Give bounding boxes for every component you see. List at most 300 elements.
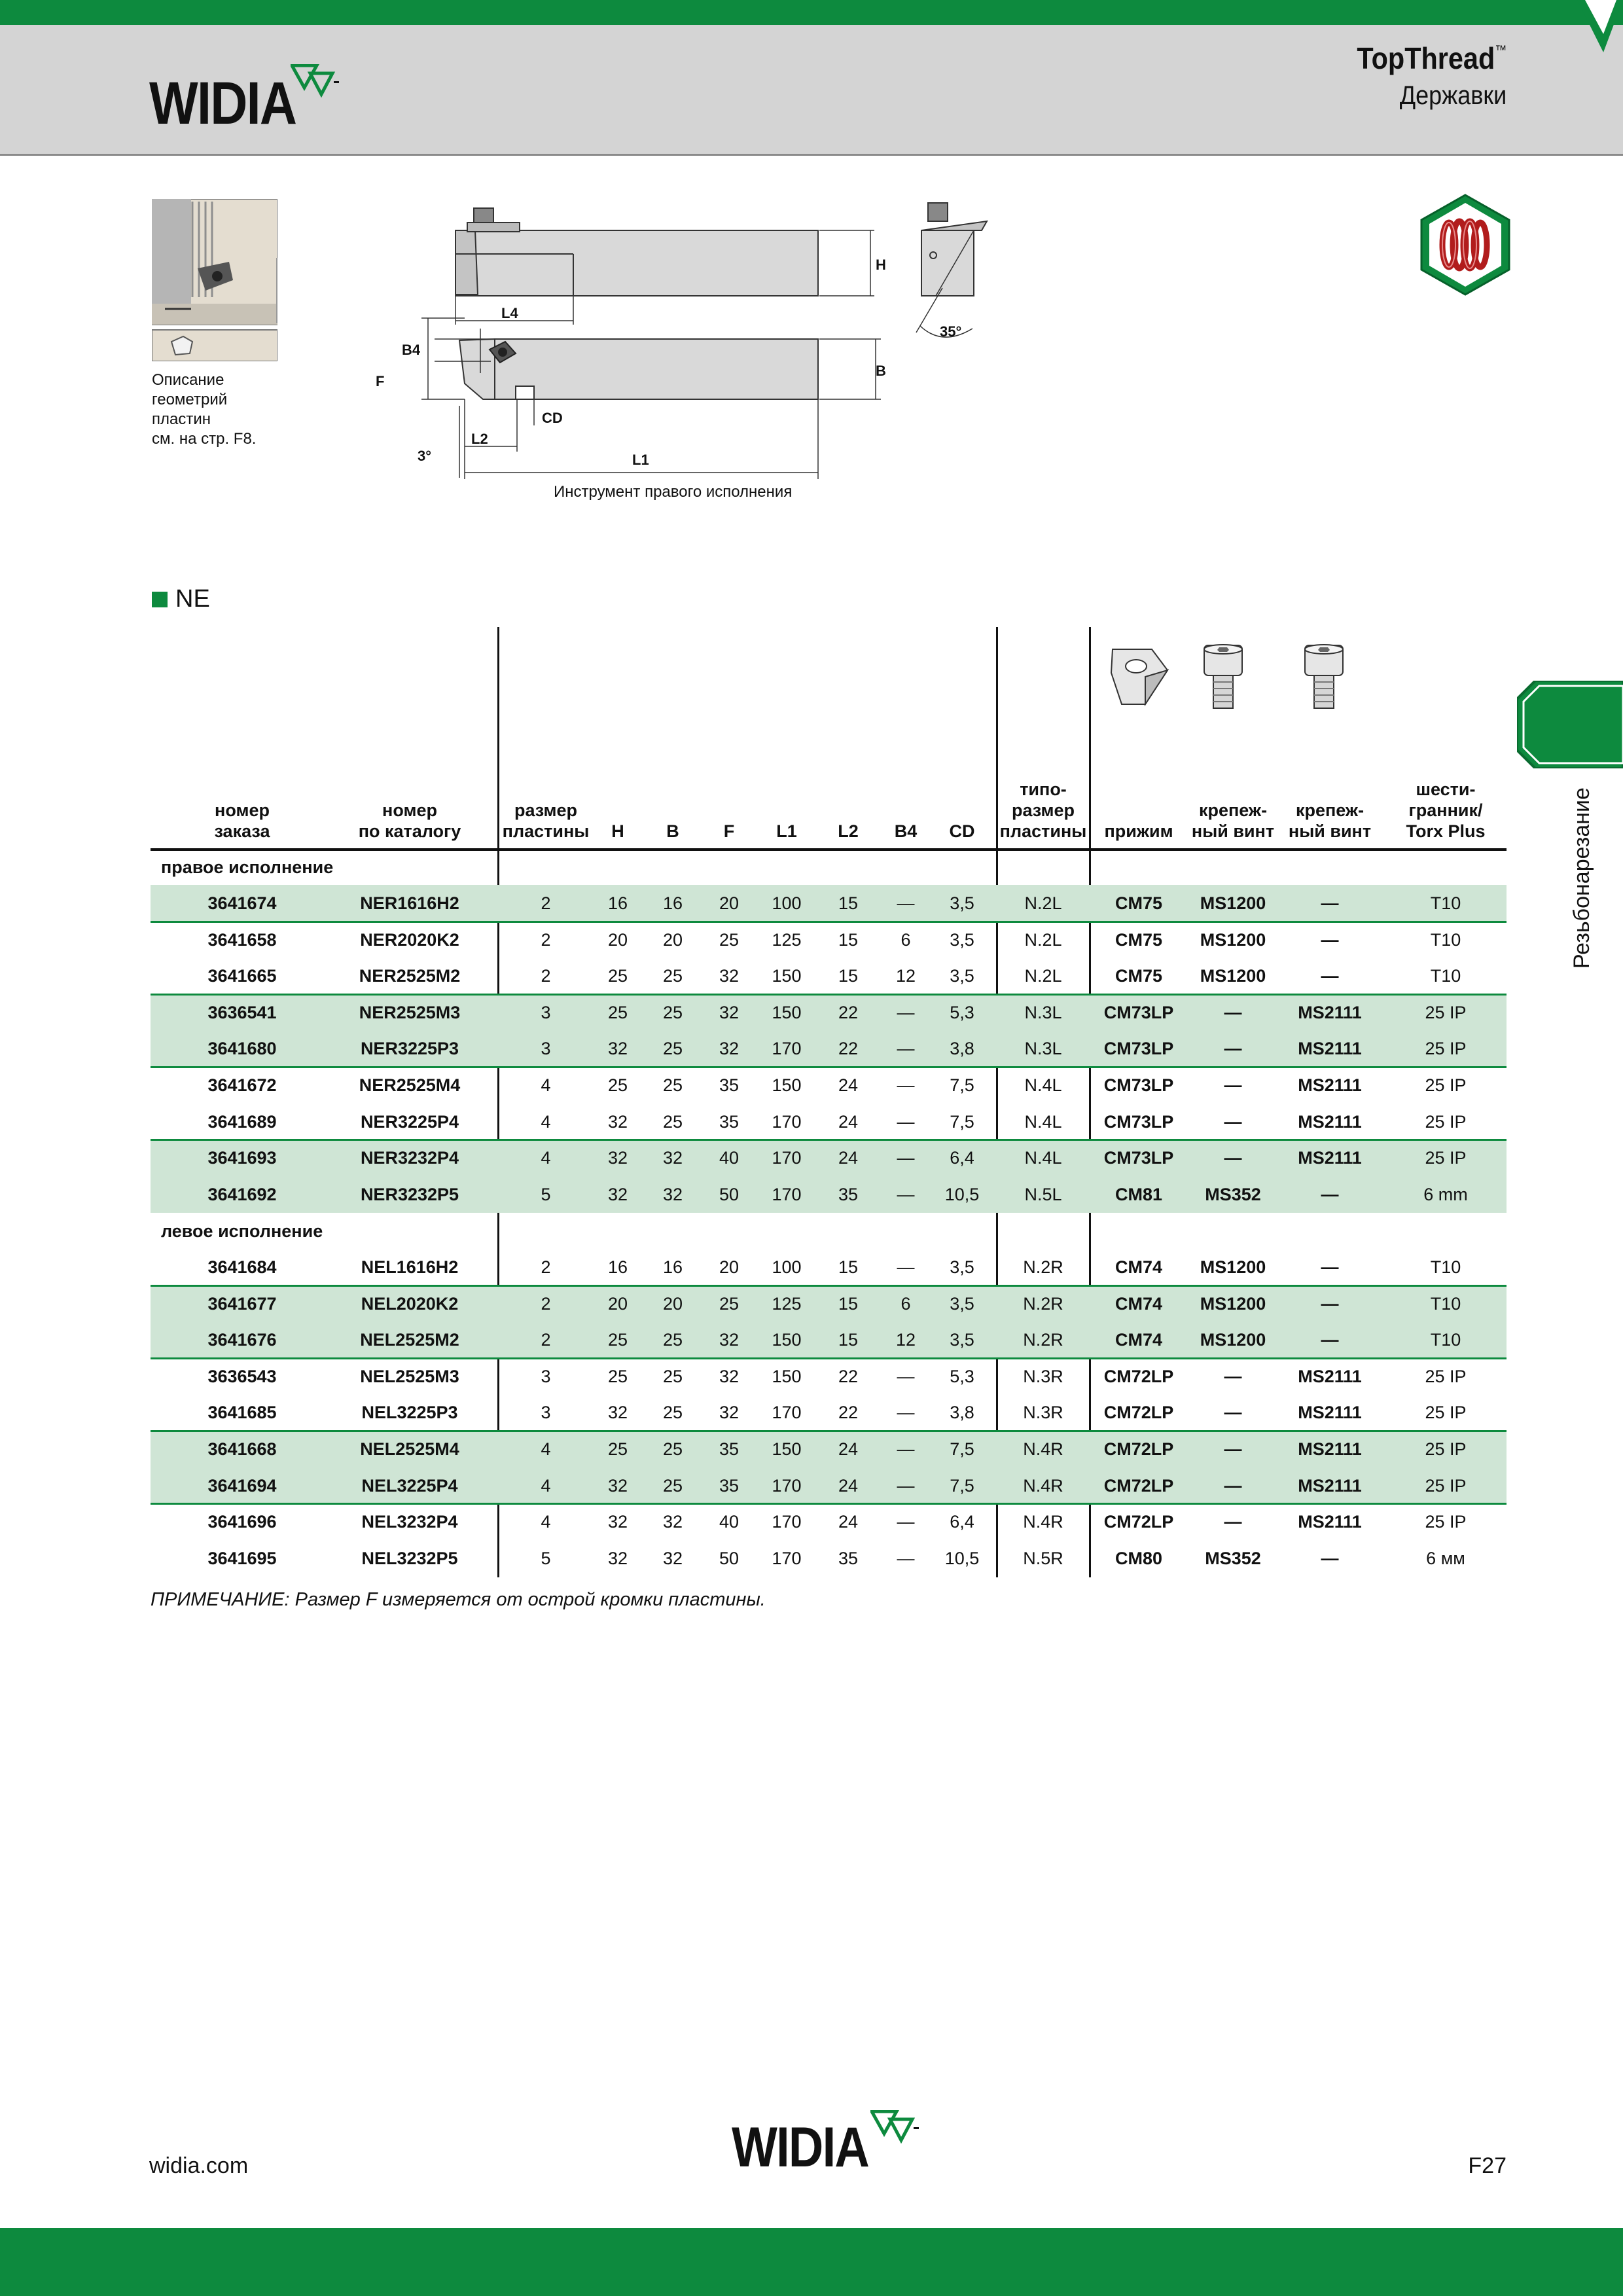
- table-cell: CM74: [1115, 1257, 1163, 1277]
- side-section-label: Резьбонарезание: [1569, 787, 1594, 969]
- side-tab-shape: [1517, 681, 1623, 768]
- table-cell: 3641684: [207, 1257, 277, 1277]
- table-cell: 16: [662, 893, 683, 913]
- dim-angle-3: 3°: [418, 448, 432, 464]
- table-cell: 10,5: [944, 1184, 980, 1204]
- header-line: по каталогу: [358, 821, 461, 841]
- table-cell: —: [897, 1403, 915, 1423]
- table-cell: 25: [607, 966, 628, 986]
- table-cell: —: [897, 1439, 915, 1459]
- table-cell: 22: [838, 1002, 859, 1022]
- table-cell: 3641674: [207, 893, 277, 913]
- table-cell: 32: [662, 1548, 683, 1568]
- table-cell: 25: [719, 1293, 740, 1314]
- table-cell: MS1200: [1200, 966, 1266, 986]
- table-cell: 3641689: [207, 1111, 277, 1132]
- table-cell: MS2111: [1298, 1512, 1362, 1532]
- table-row: [151, 922, 1507, 958]
- table-cell: 32: [662, 1148, 683, 1168]
- table-cell: NER2525M2: [359, 966, 461, 986]
- table-cell: 25 IP: [1425, 1512, 1467, 1532]
- table-cell: N.5L: [1024, 1184, 1062, 1204]
- table-cell: 25: [607, 1366, 628, 1386]
- row-divider: [151, 1430, 1507, 1432]
- table-cell: 25 IP: [1425, 1111, 1467, 1132]
- caption-line: пластин: [152, 410, 211, 428]
- table-cell: 16: [607, 1257, 628, 1277]
- table-cell: N.4R: [1023, 1475, 1063, 1496]
- table-cell: 25: [662, 1111, 683, 1132]
- table-cell: 32: [607, 1039, 628, 1059]
- dim-angle-35: 35°: [940, 323, 962, 340]
- table-cell: 3,5: [950, 966, 974, 986]
- table-cell: T10: [1430, 1330, 1461, 1350]
- table-cell: 3641672: [207, 1075, 277, 1095]
- table-cell: 2: [541, 929, 551, 950]
- table-cell: 3641694: [207, 1475, 277, 1496]
- table-cell: 25: [662, 1475, 683, 1496]
- table-cell: N.3L: [1024, 1039, 1062, 1059]
- table-cell: 3,5: [950, 929, 974, 950]
- table-cell: —: [1321, 1548, 1339, 1568]
- header-line: ный винт: [1191, 821, 1275, 841]
- table-cell: T10: [1430, 929, 1461, 950]
- table-cell: 6 мм: [1426, 1548, 1465, 1568]
- footnote: ПРИМЕЧАНИЕ: Размер F измеряется от острой кромки пластины.: [151, 1589, 766, 1610]
- table-cell: 15: [838, 1330, 859, 1350]
- table-row: [151, 1139, 1507, 1176]
- header-line: шести-: [1416, 780, 1476, 799]
- table-cell: CM72LP: [1103, 1439, 1174, 1459]
- section-heading: [152, 585, 210, 613]
- clamp-icon: [1106, 644, 1174, 707]
- table-cell: —: [1321, 929, 1339, 950]
- table-cell: 100: [772, 893, 802, 913]
- table-cell: —: [1321, 1184, 1339, 1204]
- table-cell: 3: [541, 1039, 551, 1059]
- brand-wordmark: WIDIA: [149, 70, 296, 137]
- table-cell: CM74: [1115, 1330, 1163, 1350]
- header-line: размер: [1011, 800, 1075, 820]
- table-cell: N.5R: [1023, 1548, 1063, 1568]
- table-cell: 25: [662, 966, 683, 986]
- table-cell: 32: [607, 1148, 628, 1168]
- section-marker: [152, 592, 168, 607]
- table-cell: 3641676: [207, 1330, 277, 1350]
- table-cell: 2: [541, 893, 551, 913]
- table-cell: NER2020K2: [360, 929, 459, 950]
- table-cell: NER3225P3: [360, 1039, 459, 1059]
- table-cell: T10: [1430, 1257, 1461, 1277]
- table-cell: MS1200: [1200, 929, 1266, 950]
- table-cell: 22: [838, 1039, 859, 1059]
- threading-category-icon: [1419, 194, 1512, 296]
- table-cell: 24: [838, 1111, 859, 1132]
- table-cell: 3,5: [950, 893, 974, 913]
- table-cell: NER1616H2: [360, 893, 459, 913]
- table-cell: CM73LP: [1103, 1075, 1174, 1095]
- table-cell: 3641695: [207, 1548, 277, 1568]
- table-cell: 24: [838, 1475, 859, 1496]
- table-cell: 7,5: [950, 1475, 974, 1496]
- drawing-caption: Инструмент правого исполнения: [554, 483, 793, 501]
- table-cell: 150: [772, 966, 802, 986]
- table-cell: N.2R: [1023, 1257, 1063, 1277]
- table-cell: 35: [719, 1475, 740, 1496]
- table-cell: NER2525M3: [359, 1002, 461, 1022]
- table-cell: 25 IP: [1425, 1039, 1467, 1059]
- table-cell: —: [897, 1475, 915, 1496]
- table-cell: NER3232P4: [360, 1148, 459, 1168]
- table-cell: 170: [772, 1148, 802, 1168]
- product-title-text: TopThread: [1357, 41, 1495, 75]
- table-cell: 32: [719, 1002, 740, 1022]
- table-cell: 20: [607, 1293, 628, 1314]
- row-divider: [151, 1139, 1507, 1141]
- table-cell: 20: [662, 929, 683, 950]
- table-cell: 150: [772, 1075, 802, 1095]
- table-cell: 170: [772, 1184, 802, 1204]
- table-cell: —: [1321, 1257, 1339, 1277]
- table-cell: N.2L: [1024, 966, 1062, 986]
- table-cell: 5,3: [950, 1002, 974, 1022]
- table-cell: —: [1224, 1475, 1242, 1496]
- header-line: крепеж-: [1295, 800, 1364, 820]
- table-cell: 25: [662, 1403, 683, 1423]
- table-cell: 25: [607, 1002, 628, 1022]
- header-line: типо-: [1020, 780, 1067, 799]
- table-row: [151, 1394, 1507, 1431]
- row-divider: [151, 921, 1507, 923]
- insert-photo: [152, 199, 277, 361]
- table-cell: 3641693: [207, 1148, 277, 1168]
- table-cell: —: [1224, 1439, 1242, 1459]
- table-cell: —: [1224, 1403, 1242, 1423]
- table-cell: MS1200: [1200, 1257, 1266, 1277]
- table-cell: 3,5: [950, 1330, 974, 1350]
- table-cell: 35: [719, 1439, 740, 1459]
- table-cell: 15: [838, 929, 859, 950]
- table-cell: 3,8: [950, 1403, 974, 1423]
- table-cell: 3641677: [207, 1293, 277, 1314]
- toolholder-drawing: [366, 190, 1008, 504]
- table-cell: MS2111: [1298, 1148, 1362, 1168]
- table-cell: 2: [541, 1257, 551, 1277]
- table-cell: 170: [772, 1475, 802, 1496]
- table-cell: CM73LP: [1103, 1111, 1174, 1132]
- header-order-number: [177, 800, 308, 842]
- header-clamp-screw: [1187, 800, 1279, 842]
- top-stripe: [0, 0, 1623, 25]
- table-row: [151, 1249, 1507, 1285]
- table-cell: —: [897, 1075, 915, 1095]
- row-divider: [151, 1285, 1507, 1287]
- footer-logo: [732, 2116, 891, 2179]
- table-cell: —: [1321, 966, 1339, 986]
- dim-cd: CD: [542, 410, 563, 426]
- table-row: [151, 1176, 1507, 1213]
- table-cell: 170: [772, 1111, 802, 1132]
- table-cell: MS352: [1205, 1548, 1261, 1568]
- row-divider: [151, 1503, 1507, 1505]
- table-cell: 3,5: [950, 1293, 974, 1314]
- dim-l4: L4: [501, 305, 518, 321]
- table-cell: 24: [838, 1075, 859, 1095]
- table-cell: 3,8: [950, 1039, 974, 1059]
- table-cell: —: [1224, 1039, 1242, 1059]
- table-cell: 3,5: [950, 1257, 974, 1277]
- table-cell: —: [897, 893, 915, 913]
- table-cell: 15: [838, 966, 859, 986]
- table-cell: NEL3232P5: [361, 1548, 458, 1568]
- table-cell: 50: [719, 1548, 740, 1568]
- table-cell: N.3R: [1023, 1403, 1063, 1423]
- table-cell: 24: [838, 1148, 859, 1168]
- table-cell: N.4L: [1024, 1111, 1062, 1132]
- table-cell: 32: [607, 1403, 628, 1423]
- table-cell: 7,5: [950, 1111, 974, 1132]
- table-cell: 35: [838, 1184, 859, 1204]
- table-cell: MS2111: [1298, 1075, 1362, 1095]
- table-cell: —: [1321, 1293, 1339, 1314]
- header-line: номер: [215, 800, 270, 820]
- header-cd: CD: [949, 821, 975, 841]
- table-cell: CM72LP: [1103, 1475, 1174, 1496]
- table-cell: 3641665: [207, 966, 277, 986]
- header-catalog-number: [331, 800, 488, 842]
- table-cell: 32: [607, 1184, 628, 1204]
- table-cell: —: [897, 1002, 915, 1022]
- header-line: пластины: [999, 821, 1087, 841]
- table-cell: 32: [662, 1184, 683, 1204]
- table-cell: 16: [662, 1257, 683, 1277]
- table-cell: 3641680: [207, 1039, 277, 1059]
- table-cell: 35: [719, 1111, 740, 1132]
- trademark: ™: [1495, 43, 1507, 58]
- table-cell: 4: [541, 1075, 551, 1095]
- table-cell: 25: [719, 929, 740, 950]
- table-cell: T10: [1430, 1293, 1461, 1314]
- table-cell: 5: [541, 1548, 551, 1568]
- table-cell: 20: [662, 1293, 683, 1314]
- table-cell: 20: [719, 1257, 740, 1277]
- table-cell: 25 IP: [1425, 1439, 1467, 1459]
- table-cell: NEL2525M4: [360, 1439, 459, 1459]
- row-divider: [151, 994, 1507, 996]
- table-row: [151, 885, 1507, 922]
- table-cell: 25 IP: [1425, 1075, 1467, 1095]
- table-row: [151, 1431, 1507, 1467]
- table-cell: 25 IP: [1425, 1002, 1467, 1022]
- table-row: [151, 1358, 1507, 1395]
- table-cell: 24: [838, 1512, 859, 1532]
- corner-triangle-icon: [1499, 0, 1623, 59]
- product-title: [1357, 41, 1507, 76]
- caption-line: геометрий: [152, 391, 228, 408]
- table-cell: 3: [541, 1002, 551, 1022]
- table-cell: MS1200: [1200, 1330, 1266, 1350]
- table-cell: 3636543: [207, 1366, 277, 1386]
- group-label-right-hand: правое исполнение: [161, 857, 334, 877]
- header-line: пластины: [502, 821, 590, 841]
- table-cell: 15: [838, 893, 859, 913]
- product-subtitle: Державки: [1399, 81, 1507, 110]
- table-cell: NER2525M4: [359, 1075, 461, 1095]
- table-cell: —: [897, 1512, 915, 1532]
- table-cell: CM73LP: [1103, 1148, 1174, 1168]
- table-row: [151, 1103, 1507, 1140]
- table-row: [151, 1503, 1507, 1540]
- table-cell: —: [897, 1548, 915, 1568]
- caption-line: Описание: [152, 371, 224, 389]
- table-cell: MS2111: [1298, 1475, 1362, 1496]
- table-cell: CM73LP: [1103, 1002, 1174, 1022]
- table-cell: 25: [607, 1330, 628, 1350]
- footer-url[interactable]: widia.com: [149, 2153, 249, 2178]
- table-cell: MS1200: [1200, 893, 1266, 913]
- table-cell: 35: [838, 1548, 859, 1568]
- table-cell: 25: [662, 1075, 683, 1095]
- section-title: NE: [175, 585, 210, 613]
- table-cell: —: [1224, 1366, 1242, 1386]
- table-cell: 25: [662, 1039, 683, 1059]
- table-cell: N.3R: [1023, 1366, 1063, 1386]
- brand-logo: [149, 70, 320, 137]
- header-b: B: [666, 821, 679, 841]
- table-cell: —: [1321, 893, 1339, 913]
- table-cell: —: [1224, 1002, 1242, 1022]
- header-clamp: прижим: [1104, 821, 1173, 841]
- logo-triangles-icon: [291, 64, 343, 101]
- table-cell: 22: [838, 1366, 859, 1386]
- table-cell: 4: [541, 1475, 551, 1496]
- table-cell: NEL2525M2: [360, 1330, 459, 1350]
- table-row: [151, 958, 1507, 994]
- table-cell: 3: [541, 1403, 551, 1423]
- table-cell: MS2111: [1298, 1111, 1362, 1132]
- header-line: Torx Plus: [1406, 821, 1486, 841]
- caption-line: см. на стр. F8.: [152, 430, 257, 448]
- table-cell: 150: [772, 1366, 802, 1386]
- table-cell: —: [897, 1184, 915, 1204]
- header-insert-size: [500, 800, 592, 842]
- table-cell: CM81: [1115, 1184, 1163, 1204]
- table-cell: 50: [719, 1184, 740, 1204]
- dim-l1: L1: [632, 452, 649, 468]
- table-cell: N.4L: [1024, 1148, 1062, 1168]
- dim-f: F: [376, 373, 385, 389]
- table-cell: —: [897, 1039, 915, 1059]
- table-cell: 25 IP: [1425, 1403, 1467, 1423]
- table-cell: 15: [838, 1257, 859, 1277]
- header-fixing-screw: [1284, 800, 1376, 842]
- table-row: [151, 1321, 1507, 1358]
- header-f: F: [723, 821, 735, 841]
- table-cell: 100: [772, 1257, 802, 1277]
- table-cell: —: [897, 1257, 915, 1277]
- table-cell: 3: [541, 1366, 551, 1386]
- table-cell: CM72LP: [1103, 1403, 1174, 1423]
- table-cell: MS2111: [1298, 1366, 1362, 1386]
- table-cell: —: [897, 1148, 915, 1168]
- table-cell: 5: [541, 1184, 551, 1204]
- table-cell: 125: [772, 929, 802, 950]
- table-cell: 6,4: [950, 1148, 974, 1168]
- header-h: H: [611, 821, 624, 841]
- table-cell: 25: [662, 1366, 683, 1386]
- table-cell: 4: [541, 1512, 551, 1532]
- table-cell: MS2111: [1298, 1439, 1362, 1459]
- table-cell: 25 IP: [1425, 1148, 1467, 1168]
- table-cell: 7,5: [950, 1075, 974, 1095]
- table-cell: 25 IP: [1425, 1366, 1467, 1386]
- row-divider: [151, 1066, 1507, 1068]
- table-cell: NEL2525M3: [360, 1366, 459, 1386]
- table-cell: N.2L: [1024, 929, 1062, 950]
- table-cell: 20: [607, 929, 628, 950]
- table-cell: N.4R: [1023, 1439, 1063, 1459]
- table-cell: 6,4: [950, 1512, 974, 1532]
- table-cell: 2: [541, 1330, 551, 1350]
- table-cell: 150: [772, 1439, 802, 1459]
- table-cell: MS352: [1205, 1184, 1261, 1204]
- table-cell: MS2111: [1298, 1002, 1362, 1022]
- table-cell: 4: [541, 1148, 551, 1168]
- table-cell: MS1200: [1200, 1293, 1266, 1314]
- header-line: номер: [382, 800, 437, 820]
- table-cell: NER3225P4: [360, 1111, 459, 1132]
- table-cell: —: [1224, 1075, 1242, 1095]
- table-cell: CM73LP: [1103, 1039, 1174, 1059]
- table-cell: 25: [662, 1439, 683, 1459]
- table-cell: 6 mm: [1423, 1184, 1468, 1204]
- table-cell: 25: [607, 1075, 628, 1095]
- table-cell: 24: [838, 1439, 859, 1459]
- table-cell: 32: [607, 1512, 628, 1532]
- insert-caption: [152, 370, 256, 449]
- table-cell: 170: [772, 1512, 802, 1532]
- table-cell: 32: [607, 1475, 628, 1496]
- table-cell: —: [897, 1111, 915, 1132]
- table-cell: 7,5: [950, 1439, 974, 1459]
- header-line: размер: [514, 800, 578, 820]
- row-divider: [151, 1357, 1507, 1359]
- table-cell: CM75: [1115, 966, 1163, 986]
- table-cell: 32: [719, 1403, 740, 1423]
- dim-b: B: [876, 363, 886, 379]
- table-cell: CM75: [1115, 893, 1163, 913]
- table-cell: 25: [662, 1002, 683, 1022]
- table-cell: NEL1616H2: [361, 1257, 459, 1277]
- page-number: F27: [1468, 2153, 1507, 2178]
- table-cell: —: [897, 1366, 915, 1386]
- screw-icon: [1300, 643, 1348, 711]
- dim-h: H: [876, 257, 886, 273]
- table-cell: 16: [607, 893, 628, 913]
- table-cell: 6: [901, 929, 911, 950]
- table-cell: T10: [1430, 893, 1461, 913]
- table-cell: CM80: [1115, 1548, 1163, 1568]
- table-cell: 25: [662, 1330, 683, 1350]
- table-cell: 150: [772, 1002, 802, 1022]
- table-cell: 32: [719, 1330, 740, 1350]
- table-cell: 4: [541, 1111, 551, 1132]
- header-rule: [151, 848, 1507, 851]
- table-cell: N.4L: [1024, 1075, 1062, 1095]
- table-cell: 2: [541, 966, 551, 986]
- table-cell: —: [1224, 1148, 1242, 1168]
- table-cell: 3641685: [207, 1403, 277, 1423]
